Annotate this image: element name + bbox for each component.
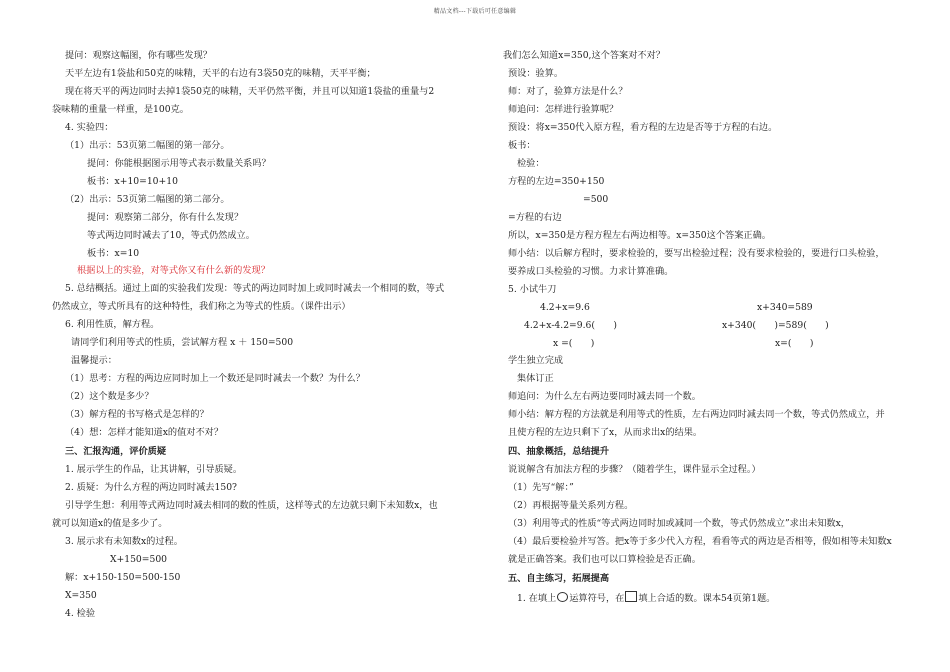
text-line: 就是正确答案。我们也可以口算检验是否正确。 (508, 554, 701, 565)
instruction-part: 运算符号，在 (569, 593, 625, 604)
text-line: 板书：x+10=10+10 (87, 176, 178, 187)
text-line: 1. 展示学生的作品，让其讲解，引导质疑。 (65, 464, 243, 475)
text-line: 板书： (508, 140, 536, 151)
equation-line: X+150=500 (110, 554, 168, 565)
text-line: 我们怎么知道x=350,这个答案对不对？ (503, 50, 665, 61)
text-line: 2. 质疑：为什么方程的两边同时减去150? (65, 482, 237, 493)
circle-blank-icon (557, 592, 568, 602)
text-line: 要养成口头检验的习惯。力求计算准确。 (508, 266, 674, 277)
equation-line: X=350 (65, 590, 97, 601)
text-line: 师小结：以后解方程时，要求检验的，要写出检验过程；没有要求检验的，要进行口头检验， (508, 248, 885, 259)
exercise-instruction (517, 591, 775, 605)
exercise-a-line: 4.2+x=9.6 (540, 302, 590, 313)
text-line: 且使方程的左边只剩下了x，从而求出x的结果。 (508, 427, 703, 438)
text-line: 3. 展示求有未知数x的过程。 (65, 536, 183, 547)
text-line: 6. 利用性质，解方程。 (65, 319, 160, 330)
text-line: 预设：验算。 (508, 68, 564, 79)
text-line: （1）先写“解：” (508, 482, 574, 493)
text-line: 等式两边同时减去了10，等式仍然成立。 (87, 230, 255, 241)
text-line: 引导学生想：利用等式两边同时减去相同的数的性质，这样等式的左边就只剩下未知数x，也 (65, 500, 438, 511)
text-line: （2）再根据等量关系列方程。 (508, 500, 634, 511)
text-line: 提问：观察这幅图，你有哪些发现？ (65, 50, 212, 61)
exercise-b-line: x+340=589 (757, 302, 813, 313)
text-line: 5. 总结概括。通过上面的实验我们发现：等式的两边同时加上或同时减去一个相同的数，等式 (65, 283, 445, 294)
text-line: 提问：你能根据图示用等式表示数量关系吗？ (87, 158, 271, 169)
text-line: 师追问：为什么左右两边要同时减去同一个数。 (508, 391, 701, 402)
text-line: 现在将天平的两边同时去掉1袋50克的味精，天平仍然平衡，并且可以知道1袋盐的重量与2 (65, 86, 435, 97)
exercise-a-line: 4.2+x-4.2=9.6( ) (524, 320, 617, 331)
text-line: （1）出示：53页第二幅图的第一部分。 (65, 140, 230, 151)
text-line: 4. 实验四： (65, 122, 114, 133)
section-heading: 五、自主练习，拓展提高 (508, 573, 610, 584)
section-heading: 四、抽象概括，总结提升 (508, 446, 610, 457)
instruction-part: 1. 在填上 (517, 593, 557, 604)
text-line: 仍然成立，等式所具有的这种特性，我们称之为等式的性质。（课件出示） (52, 301, 351, 312)
section-heading: 三、汇报沟通，评价质疑 (65, 446, 167, 457)
text-line: 学生独立完成 (508, 355, 564, 366)
text-line: （2）这个数是多少？ (65, 391, 154, 402)
exercise-b-line: x=( ) (775, 338, 814, 349)
text-line: 师追问：怎样进行验算呢？ (508, 104, 619, 115)
text-line: （2）出示：53页第二幅图的第二部分。 (65, 194, 230, 205)
text-line: 温馨提示： (71, 355, 117, 366)
equation-line: =方程的右边 (508, 212, 562, 223)
text-line: 4. 检验 (65, 608, 96, 619)
highlight-question: 根据以上的实验，对等式你又有什么新的发现？ (77, 265, 270, 276)
equation-line: 方程的左边=350+150 (508, 176, 605, 187)
text-line: （4）想：怎样才能知道x的值对不对？ (65, 427, 224, 438)
text-line: 天平左边有1袋盐和50克的味精，天平的右边有3袋50克的味精，天平平衡； (65, 68, 376, 79)
text-line: 提问：观察第二部分，你有什么发现？ (87, 212, 244, 223)
text-line: 师小结：解方程的方法就是利用等式的性质，左右两边同时减去同一个数，等式仍然成立，并 (508, 409, 885, 420)
text-line: 所以，x=350是方程方程左右两边相等。x=350这个答案正确。 (508, 230, 771, 241)
text-line: 师：对了，验算方法是什么？ (508, 86, 628, 97)
text-line: 检验： (517, 158, 545, 169)
text-line: 就可以知道x的值是多少了。 (52, 518, 168, 529)
text-line: 集体订正 (517, 373, 554, 384)
exercise-a-line: x =( ) (553, 338, 595, 349)
text-line: （1）思考：方程的两边应同时加上一个数还是同时减去一个数？为什么？ (65, 373, 365, 384)
exercise-b-line: x+340( )=589( ) (722, 320, 829, 331)
page-header: 精品文档---下载后可任意编辑 (433, 8, 517, 15)
text-line: 袋味精的重量一样重，是100克。 (52, 104, 189, 115)
square-blank-icon (625, 591, 637, 602)
text-line: （3）利用等式的性质“等式两边同时加或减同一个数，等式仍然成立”求出未知数x， (508, 518, 850, 529)
text-line: （4）最后要检验并写答。把x等于多少代入方程，看看等式的两边是否相等，假如相等未知数x (508, 536, 892, 547)
text-line: 预设：将x=350代入原方程，看方程的左边是否等于方程的右边。 (508, 122, 778, 133)
equation-line: =500 (583, 194, 609, 205)
text-line: 请同学们利用等式的性质，尝试解方程 x ＋ 150=500 (71, 337, 294, 348)
text-line: （3）解方程的书写格式是怎样的？ (65, 409, 209, 420)
text-line: 板书：x=10 (87, 248, 140, 259)
instruction-part: 填上合适的数。课本54页第1题。 (638, 593, 776, 604)
text-line: 说说解含有加法方程的步骤？（随着学生，课件显示全过程。） (508, 464, 761, 475)
text-line: 5. 小试牛刀 (508, 284, 557, 295)
equation-line: 解：x+150-150=500-150 (65, 572, 181, 583)
